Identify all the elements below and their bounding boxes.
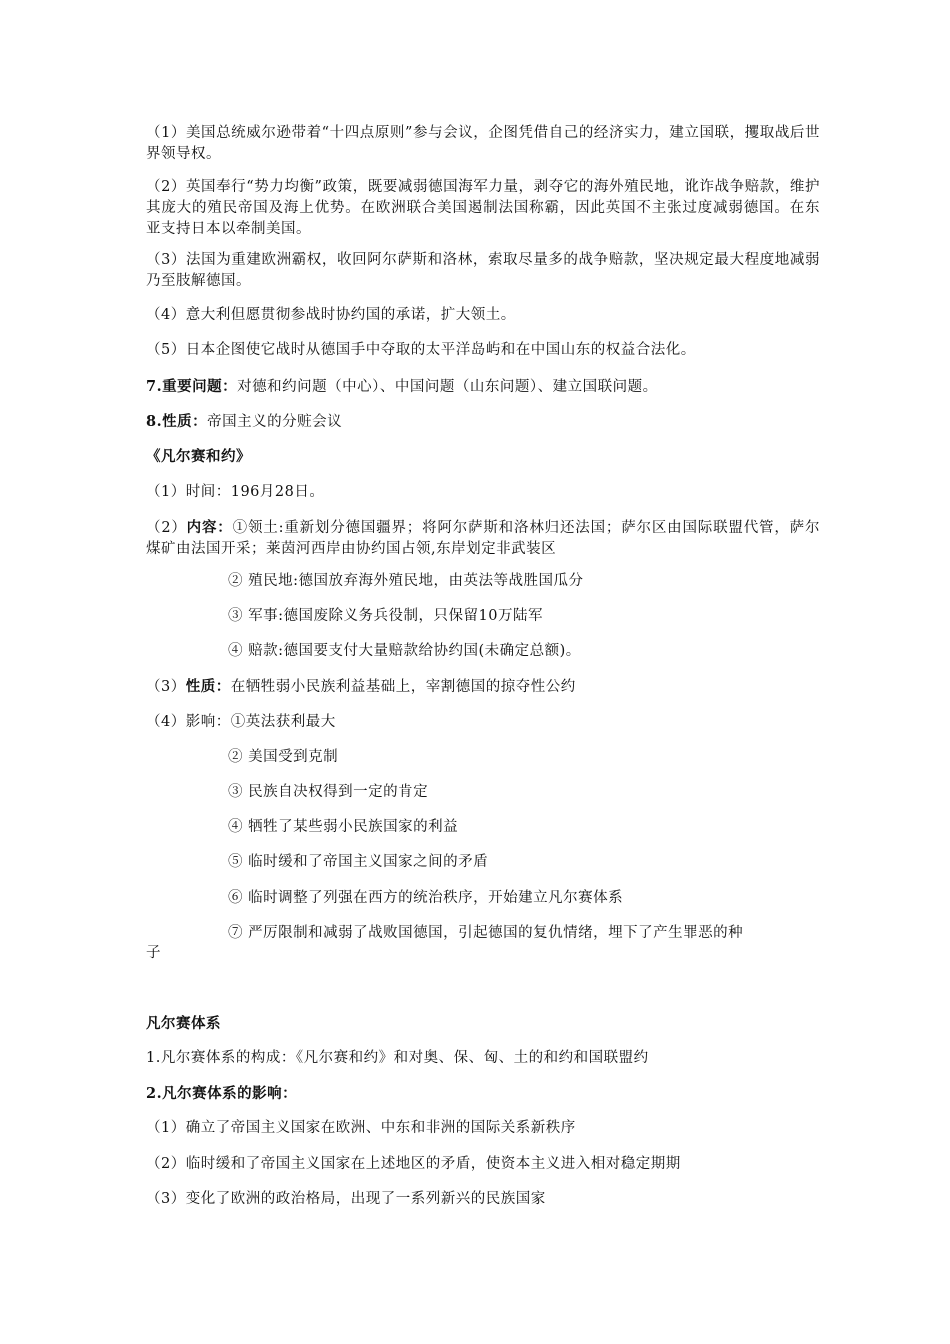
treaty-impact-1: （4）影响：①英法获利最大 — [146, 714, 336, 730]
key-issues-label: 7.重要问题： — [146, 378, 238, 395]
treaty-impact-4: ④ 牺牲了某些弱小民族国家的利益 — [228, 819, 459, 835]
system-composition-line: 1.凡尔赛体系的构成：《凡尔赛和约》和对奥、保、匈、土的和约和国联盟约 — [146, 1050, 649, 1066]
conference-nature-line — [146, 411, 820, 433]
treaty-impact-2: ② 美国受到克制 — [228, 749, 339, 765]
treaty-impact-6: ⑥ 临时调整了列强在西方的统治秩序，开始建立凡尔赛体系 — [228, 890, 624, 906]
system-impact-1: （1）确立了帝国主义国家在欧洲、中东和非洲的国际关系新秩序 — [146, 1120, 576, 1136]
japan-position-paragraph: （5）日本企图使它战时从德国手中夺取的太平洋岛屿和在中国山东的权益合法化。 — [146, 342, 696, 358]
system-impact-heading: 2.凡尔赛体系的影响： — [146, 1085, 298, 1102]
conference-nature-label: 8.性质： — [146, 413, 208, 430]
key-issues-line — [146, 376, 820, 398]
treaty-content-colonies: ② 殖民地:德国放弃海外殖民地，由英法等战胜国瓜分 — [228, 573, 584, 589]
key-issues-text: 对德和约问题（中心）、中国问题（山东问题）、建立国联问题。 — [237, 379, 658, 395]
us-position-paragraph: （1）美国总统威尔逊带着“十四点原则”参与会议，企图凭借自己的经济实力，建立国联，攫取战后世界领导权。 — [146, 125, 820, 162]
treaty-impact-7: ⑦ 严厉限制和减弱了战败国德国，引起德国的复仇情绪，埋下了产生罪恶的种 — [228, 925, 744, 941]
treaty-impact-7-continued: 子 — [146, 945, 161, 961]
treaty-content-reparations: ④ 赔款:德国要支付大量赔款给协约国(未确定总额)。 — [228, 643, 581, 659]
treaty-nature-text: 在牺牲弱小民族利益基础上，宰割德国的掠夺性公约 — [230, 679, 576, 695]
conference-nature-text: 帝国主义的分赃会议 — [207, 414, 343, 430]
treaty-content-label: 内容： — [186, 519, 233, 536]
treaty-nature-line — [146, 676, 820, 698]
treaty-nature-prefix: （3） — [146, 679, 186, 695]
treaty-impact-3: ③ 民族自决权得到一定的肯定 — [228, 784, 429, 800]
italy-position-paragraph: （4）意大利但愿贯彻参战时协约国的承诺，扩大领土。 — [146, 307, 516, 323]
treaty-time-line: （1）时间：196月28日。 — [146, 484, 325, 500]
treaty-content-prefix: （2） — [146, 520, 187, 536]
treaty-content-line — [146, 517, 820, 560]
versailles-system-heading: 凡尔赛体系 — [146, 1015, 221, 1032]
treaty-content-territory: ①领土:重新划分德国疆界；将阿尔萨斯和洛林归还法国；萨尔区由国际联盟代管，萨尔煤矿由法国开采；莱茵河西岸由协约国占领,东岸划定非武装区 — [146, 520, 820, 557]
system-impact-2: （2）临时缓和了帝国主义国家在上述地区的矛盾，使资本主义进入相对稳定期期 — [146, 1156, 681, 1172]
treaty-nature-label: 性质： — [185, 678, 231, 695]
uk-position-paragraph: （2）英国奉行“势力均衡”政策，既要减弱德国海军力量，剥夺它的海外殖民地，讹诈战争赔款，维护其庞大的殖民帝国及海上优势。在欧洲联合美国遏制法国称霸，因此英国不主张过度减弱德国。在东亚支持日本以牵制美国。 — [146, 179, 820, 237]
system-impact-3: （3）变化了欧洲的政治格局，出现了一系列新兴的民族国家 — [146, 1191, 546, 1207]
treaty-content-military: ③ 军事:德国废除义务兵役制，只保留10万陆军 — [228, 608, 543, 624]
treaty-heading: 《凡尔赛和约》 — [146, 448, 251, 465]
france-position-paragraph: （3）法国为重建欧洲霸权，收回阿尔萨斯和洛林，索取尽量多的战争赔款，坚决规定最大程度地减弱乃至肢解德国。 — [146, 252, 820, 289]
treaty-impact-5: ⑤ 临时缓和了帝国主义国家之间的矛盾 — [228, 854, 489, 870]
